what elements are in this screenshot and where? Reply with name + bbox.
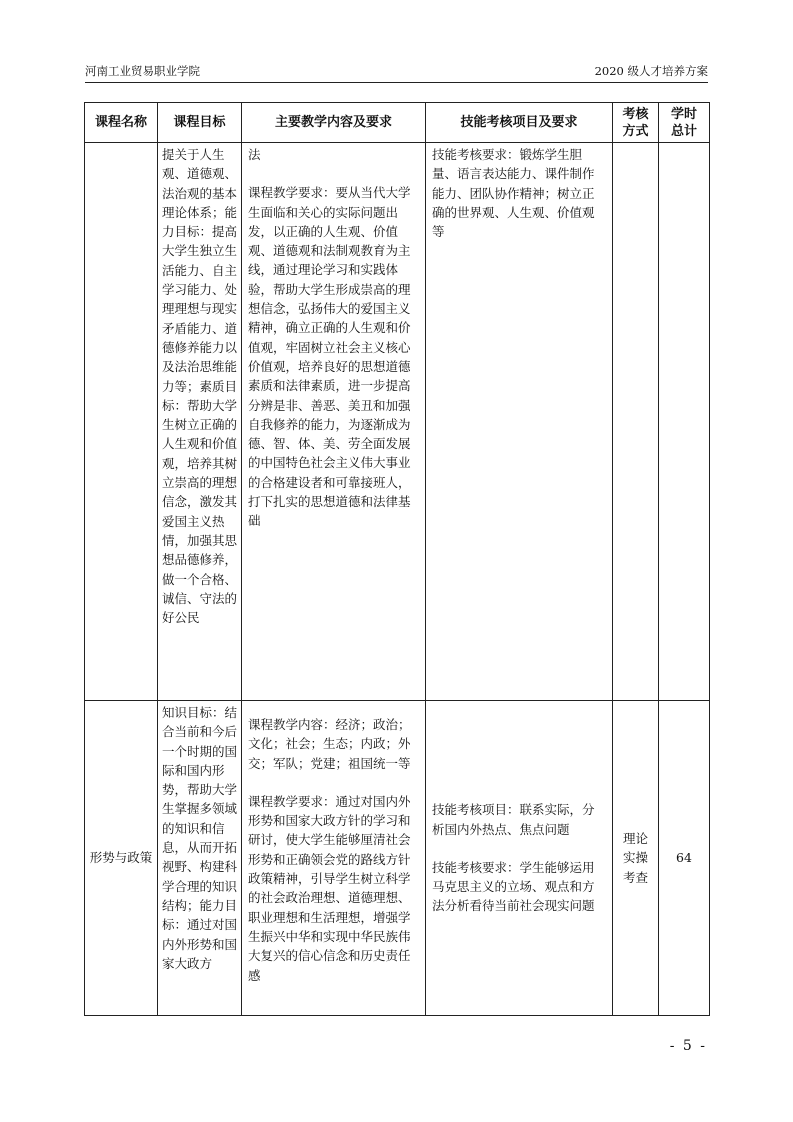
- content-requirements: 课程教学要求：通过对国内外形势和国家大政方针的学习和研讨，使大学生能够厘清社会形势和正确领会党的路线方针政策精神，引导学生树立科学的社会政治理想、道德理想、职业理想和生活理想，增强学生振兴中华和实现中华民族伟大复兴的信心信念和历史责任感: [248, 793, 411, 983]
- course-table: [84, 102, 710, 1016]
- course-goal-cell: [158, 701, 242, 1016]
- skill-requirements: 技能考核要求：学生能够运用马克思主义的立场、观点和方法分析看待当前社会现实问题: [432, 859, 595, 914]
- col-header-content: 主要教学内容及要求: [242, 103, 426, 143]
- col-header-course-name: 课程名称: [85, 103, 158, 143]
- course-name-cell: [85, 701, 158, 1016]
- content-cell: [242, 143, 426, 701]
- course-goal: 知识目标：结合当前和今后一个时期的国际和国内形势，帮助大学生掌握多领域的知识和信息，从而开拓视野、构建科学合理的知识结构；能力目标：通过对国内外形势和国家大政方: [162, 705, 238, 971]
- total-hours: 64: [676, 850, 692, 866]
- total-hours-cell: [659, 701, 710, 1016]
- page-number: - 5 -: [669, 1038, 707, 1054]
- total-hours-cell: [659, 143, 710, 701]
- skill-cell: [426, 143, 613, 701]
- course-goal: 提关于人生观、道德观、法治观的基本理论体系；能力目标：提高大学生独立生活能力、自主学习能力、处理理想与现实矛盾能力、道德修养能力以及法治思维能力等；素质目标：帮助大学生树立正确的人生观和价值观，培养其树立崇高的理想信念，激发其爱国主义热情，加强其思想品德修养，做一个合格、诚信、守法的好公民: [162, 147, 238, 626]
- exam-method-cell: [613, 143, 659, 701]
- content-requirements: 课程教学要求：要从当代大学生面临和关心的实际问题出发，以正确的人生观、价值观、道德观和法制观教育为主线，通过理论学习和实践体验，帮助大学生形成崇高的理想信念，弘扬伟大的爱国主义精神，确立正确的人生观和价值观，牢固树立社会主义核心价值观，培养良好的思想道德素质和法律素质，进一步提高分辨是非、善恶、美丑和加强自我修养的能力，为逐渐成为德、智、体、美、劳全面发展的中国特色社会主义伟大事业的合格建设者和可靠接班人，打下扎实的思想道德和法律基础: [248, 185, 411, 529]
- col-header-skill: 技能考核项目及要求: [426, 103, 613, 143]
- page-header: [85, 62, 708, 83]
- col-header-exam-method: [613, 103, 659, 143]
- table-header-row: [85, 103, 710, 143]
- content-head: 法: [248, 147, 261, 162]
- exam-method-cell: [613, 701, 659, 1016]
- col-header-exam-method-label: 考核方式: [622, 106, 649, 139]
- col-header-total-hours-label: 学时总计: [670, 106, 697, 139]
- col-header-total-hours: [659, 103, 710, 143]
- content-cell: [242, 701, 426, 1016]
- table-row: [85, 143, 710, 701]
- exam-method: 理论实操考查: [622, 831, 648, 885]
- table-row: [85, 701, 710, 1016]
- col-header-course-goal: 课程目标: [158, 103, 242, 143]
- course-name: 形势与政策: [89, 850, 153, 866]
- skill-items: 技能考核项目：联系实际，分析国内外热点、焦点问题: [432, 802, 595, 837]
- document-title: 2020 级人才培养方案: [594, 64, 708, 78]
- course-goal-cell: [158, 143, 242, 701]
- skill-requirements: 技能考核要求：锻炼学生胆量、语言表达能力、课件制作能力、团队协作精神；树立正确的世界观、人生观、价值观等: [432, 147, 595, 240]
- course-name-cell: [85, 143, 158, 701]
- school-name: 河南工业贸易职业学院: [85, 64, 200, 78]
- content-items: 课程教学内容：经济；政治；文化；社会；生态；内政；外交；军队；党建；祖国统一等: [248, 717, 411, 771]
- skill-cell: [426, 701, 613, 1016]
